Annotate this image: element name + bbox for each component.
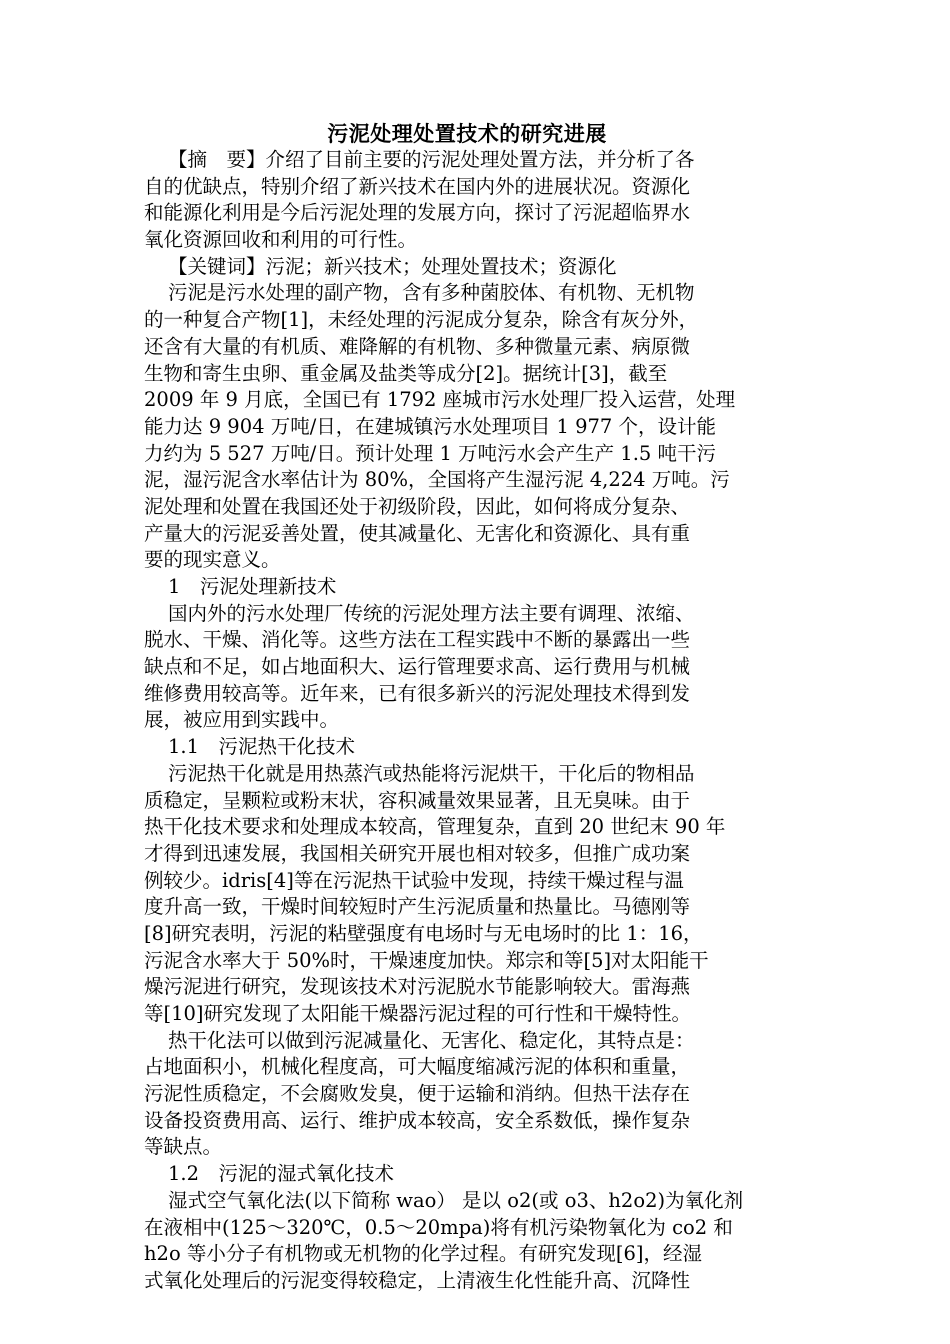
text-line: 等[10]研究发现了太阳能干燥器污泥过程的可行性和干燥特性。 — [144, 1002, 692, 1025]
text-line: 污泥热干化就是用热蒸汽或热能将污泥烘干，干化后的物相品 — [168, 761, 695, 785]
text-line: 污泥性质稳定，不会腐败发臭，便于运输和消纳。但热干法存在 — [144, 1082, 691, 1106]
text-line: 1 污泥处理新技术 — [168, 575, 337, 598]
text-line: [8]研究表明，污泥的粘壁强度有电场时与无电场时的比 1：16， — [144, 921, 703, 945]
text-line: 才得到迅速发展，我国相关研究开展也相对较多，但推广成功案 — [144, 841, 691, 865]
text-line: 热干化技术要求和处理成本较高，管理复杂，直到 20 世纪末 90 年 — [144, 815, 726, 839]
text-line: 在液相中(125～320℃，0.5～20mpa)将有机污染物氧化为 co2 和 — [144, 1215, 733, 1239]
text-line: 1.2 污泥的湿式氧化技术 — [168, 1162, 395, 1186]
text-line: 力约为 5 527 万吨/日。预计处理 1 万吨污水会产生产 1.5 吨干污 — [144, 441, 717, 465]
text-line: 自的优缺点，特别介绍了新兴技术在国内外的进展状况。资源化 — [144, 174, 691, 198]
text-line: 泥处理和处置在我国还处于初级阶段，因此，如何将成分复杂、 — [144, 494, 691, 518]
text-line: 和能源化利用是今后污泥处理的发展方向，探讨了污泥超临界水 — [144, 201, 691, 225]
text-line: 例较少。idris[4]等在污泥热干试验中发现，持续干燥过程与温 — [144, 868, 684, 892]
text-line: 燥污泥进行研究，发现该技术对污泥脱水节能影响较大。雷海燕 — [144, 975, 691, 999]
text-line: 等缺点。 — [144, 1135, 223, 1159]
text-line: 展，被应用到实践中。 — [144, 708, 340, 732]
text-line: 设备投资费用高、运行、维护成本较高，安全系数低，操作复杂 — [144, 1108, 691, 1132]
text-line: 2009 年 9 月底，全国已有 1792 座城市污水处理厂投入运营，处理 — [144, 388, 736, 412]
text-line: 式氧化处理后的污泥变得较稳定，上清液生化性能升高、沉降性 — [144, 1268, 691, 1292]
text-line: 度升高一致，干燥时间较短时产生污泥质量和热量比。马德刚等 — [144, 895, 691, 919]
text-line: 污泥是污水处理的副产物，含有多种菌胶体、有机物、无机物 — [168, 281, 695, 305]
text-line: 缺点和不足，如占地面积大、运行管理要求高、运行费用与机械 — [144, 655, 691, 679]
text-line: 占地面积小，机械化程度高，可大幅度缩减污泥的体积和重量， — [144, 1055, 691, 1079]
text-line: 污泥含水率大于 50%时，干燥速度加快。郑宗和等[5]对太阳能干 — [144, 948, 709, 972]
text-line: 的一种复合产物[1]，未经处理的污泥成分复杂，除含有灰分外， — [144, 308, 699, 332]
text-line: 还含有大量的有机质、难降解的有机物、多种微量元素、病原微 — [144, 334, 691, 358]
article-title: 污泥处理处置技术的研究进展 — [327, 121, 607, 146]
text-line: 要的现实意义。 — [144, 548, 281, 572]
document-page — [144, 120, 790, 1295]
text-line: 湿式空气氧化法(以下简称 wao） 是以 o2(或 o3、h2o2)为氧化剂 — [168, 1188, 744, 1212]
text-line: 热干化法可以做到污泥减量化、无害化、稳定化，其特点是： — [168, 1028, 695, 1052]
text-line: 生物和寄生虫卵、重金属及盐类等成分[2]。据统计[3]，截至 — [144, 361, 668, 385]
text-line: 产量大的污泥妥善处置，使其减量化、无害化和资源化、具有重 — [144, 521, 691, 545]
text-line: 泥，湿污泥含水率估计为 80%，全国将产生湿污泥 4,224 万吨。污 — [144, 468, 730, 492]
text-line: 能力达 9 904 万吨/日，在建城镇污水处理项目 1 977 个，设计能 — [144, 414, 717, 438]
text-line: 氧化资源回收和利用的可行性。 — [144, 228, 418, 252]
text-line: 【关键词】污泥；新兴技术；处理处置技术；资源化 — [168, 254, 617, 278]
text-line: 国内外的污水处理厂传统的污泥处理方法主要有调理、浓缩、 — [168, 601, 695, 625]
article-body — [144, 147, 790, 1295]
text-line: 质稳定，呈颗粒或粉末状，容积减量效果显著，且无臭味。由于 — [144, 788, 691, 812]
text-line: 【摘 要】介绍了目前主要的污泥处理处置方法，并分析了各 — [168, 148, 695, 171]
text-line: h2o 等小分子有机物或无机物的化学过程。有研究发现[6]，经湿 — [144, 1242, 703, 1266]
text-line: 维修费用较高等。近年来，已有很多新兴的污泥处理技术得到发 — [144, 681, 691, 705]
text-line: 1.1 污泥热干化技术 — [168, 735, 356, 759]
text-line: 脱水、干燥、消化等。这些方法在工程实践中不断的暴露出一些 — [144, 628, 691, 652]
